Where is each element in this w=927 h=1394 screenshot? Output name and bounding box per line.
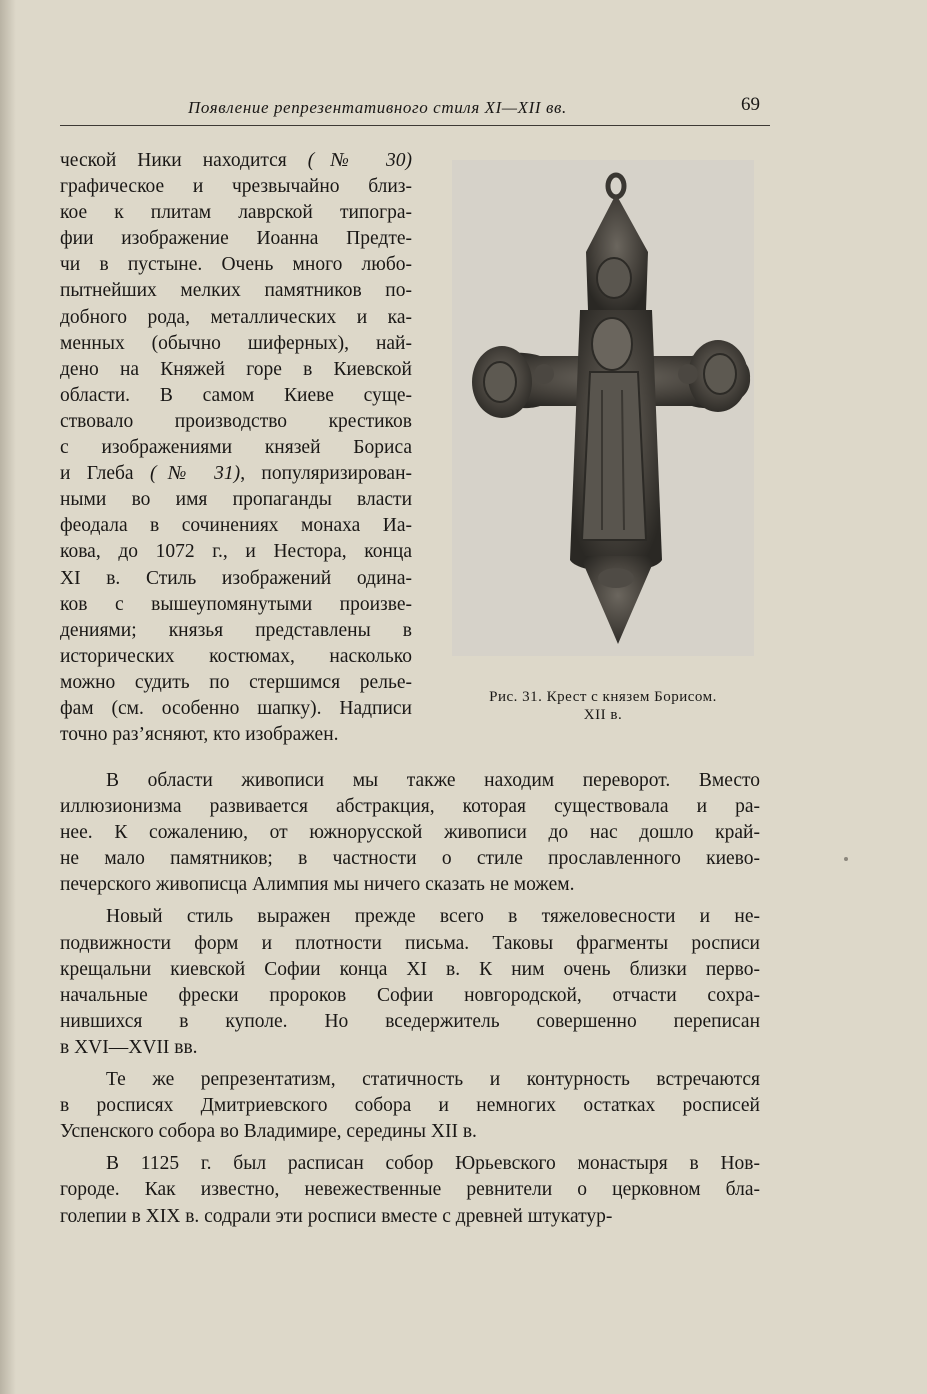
text-line [60, 566, 412, 592]
text-line: городе. Как известно, невежественные ревнители о церковном бла- [60, 1179, 760, 1201]
page-header [60, 92, 770, 126]
margin-speck [844, 857, 848, 861]
header-rule [60, 125, 770, 126]
line-text: дено на Княжей горе в Киевской [60, 358, 412, 380]
line-text-after: , популяризирован- [240, 463, 413, 485]
line-text: добного рода, металлических и ка- [60, 306, 412, 328]
text-line: Те же репрезентатизм, статичность и контурность встречаются [106, 1069, 760, 1091]
text-line: начальные фрески пророков Софии новгородской, отчасти сохра- [60, 984, 760, 1006]
text-line [60, 174, 412, 200]
text-line: в XVI—XVII вв. [60, 1036, 198, 1058]
text-line [60, 670, 412, 696]
text-line: нее. К сожалению, от южнорусской живописи до нас дошло край- [60, 822, 760, 844]
figure-caption [440, 688, 766, 724]
text-line [60, 357, 412, 383]
text-line [60, 383, 412, 409]
page-number: 69 [741, 94, 760, 115]
text-line [60, 539, 412, 565]
text-line: подвижности форм и плотности письма. Таковы фрагменты росписи [60, 932, 760, 954]
line-text: точно раз’ясняют, кто изображен. [60, 724, 339, 746]
text-line: В 1125 г. был расписан собор Юрьевского монастыря в Нов- [106, 1153, 760, 1175]
text-line [60, 722, 412, 748]
text-line: не мало памятников; в частности о стиле прославленного киево- [60, 848, 760, 870]
column-text [60, 148, 412, 748]
text-line: печерского живописца Алимпия мы ничего сказать не можем. [60, 874, 575, 896]
paragraph [60, 904, 760, 1061]
text-line: В области живописи мы также находим переворот. Вместо [106, 770, 760, 791]
text-line [60, 252, 412, 278]
line-text: и Глеба [60, 463, 150, 485]
paragraph [60, 1067, 760, 1145]
text-line: крещальни киевской Софии конца XI в. К ним очень близки перво- [60, 958, 760, 980]
pendant-cross-image [452, 160, 754, 656]
line-text: дениями; князья представлены в [60, 619, 412, 641]
text-line [60, 435, 412, 461]
text-line: Новый стиль выражен прежде всего в тяжеловесности и не- [106, 906, 760, 928]
caption-line-1: Рис. 31. Крест с князем Борисом. [489, 689, 717, 705]
line-text: исторических костюмах, насколько [60, 645, 412, 667]
text-line [60, 592, 412, 618]
line-text: фии изображение Иоанна Предте- [60, 228, 412, 250]
line-text: пытнейших мелких памятников по- [60, 280, 412, 302]
full-width-text [60, 768, 760, 1230]
text-line [60, 513, 412, 539]
cross-photo [452, 160, 754, 656]
text-line [60, 696, 412, 722]
text-line [60, 618, 412, 644]
line-text: с изображениями князей Бориса [60, 437, 412, 459]
text-line: Успенского собора во Владимире, середины XII в. [60, 1121, 477, 1143]
caption-line-2: XII в. [583, 707, 623, 723]
line-text: ческой Ники находится [60, 150, 308, 171]
line-text: феодала в сочинениях монаха Иа- [60, 515, 412, 537]
line-text: кова, до 1072 г., и Нестора, конца [60, 541, 412, 563]
line-text: ными во имя пропаганды власти [60, 489, 412, 511]
text-line [60, 461, 412, 487]
text-line [60, 644, 412, 670]
text-line: нившихся в куполе. Но вседержитель совершенно переписан [60, 1010, 760, 1032]
line-text: можно судить по стершимся релье- [60, 671, 412, 693]
line-text: ствовало производство крестиков [60, 410, 412, 432]
line-text: фам (см. особенно шапку). Надписи [60, 697, 412, 719]
text-line [60, 148, 412, 174]
line-text: ков с вышеупомянутыми произве- [60, 593, 412, 615]
paragraph [60, 1151, 760, 1229]
text-line [60, 305, 412, 331]
text-line: в росписях Дмитриевского собора и немногих остатках росписей [60, 1095, 760, 1117]
line-text: чи в пустыне. Очень много любо- [60, 254, 412, 276]
text-line [60, 331, 412, 357]
text-line [60, 409, 412, 435]
line-text: XI в. Стиль изображений одина- [60, 567, 412, 589]
line-text: области. В самом Киеве суще- [60, 384, 412, 406]
text-line: иллюзионизма развивается абстракция, которая существовала и ра- [60, 796, 760, 818]
text-line [60, 278, 412, 304]
page-edge-shadow [0, 0, 16, 1394]
text-line [60, 226, 412, 252]
figure-reference: (№ 31) [149, 463, 241, 485]
line-text: менных (обычно шиферных), най- [60, 332, 412, 354]
paragraph [60, 768, 760, 898]
text-line [60, 200, 412, 226]
running-title: Появление репрезентативного стиля XI—XII вв. [188, 98, 567, 117]
line-text: графическое и чрезвычайно близ- [60, 176, 412, 198]
text-line [60, 487, 412, 513]
line-text: кое к плитам лаврской типогра- [60, 202, 412, 224]
figure-reference: (№ 30) [307, 150, 412, 171]
text-line: голепии в XIX в. содрали эти росписи вместе с древней штукатур- [60, 1205, 613, 1227]
